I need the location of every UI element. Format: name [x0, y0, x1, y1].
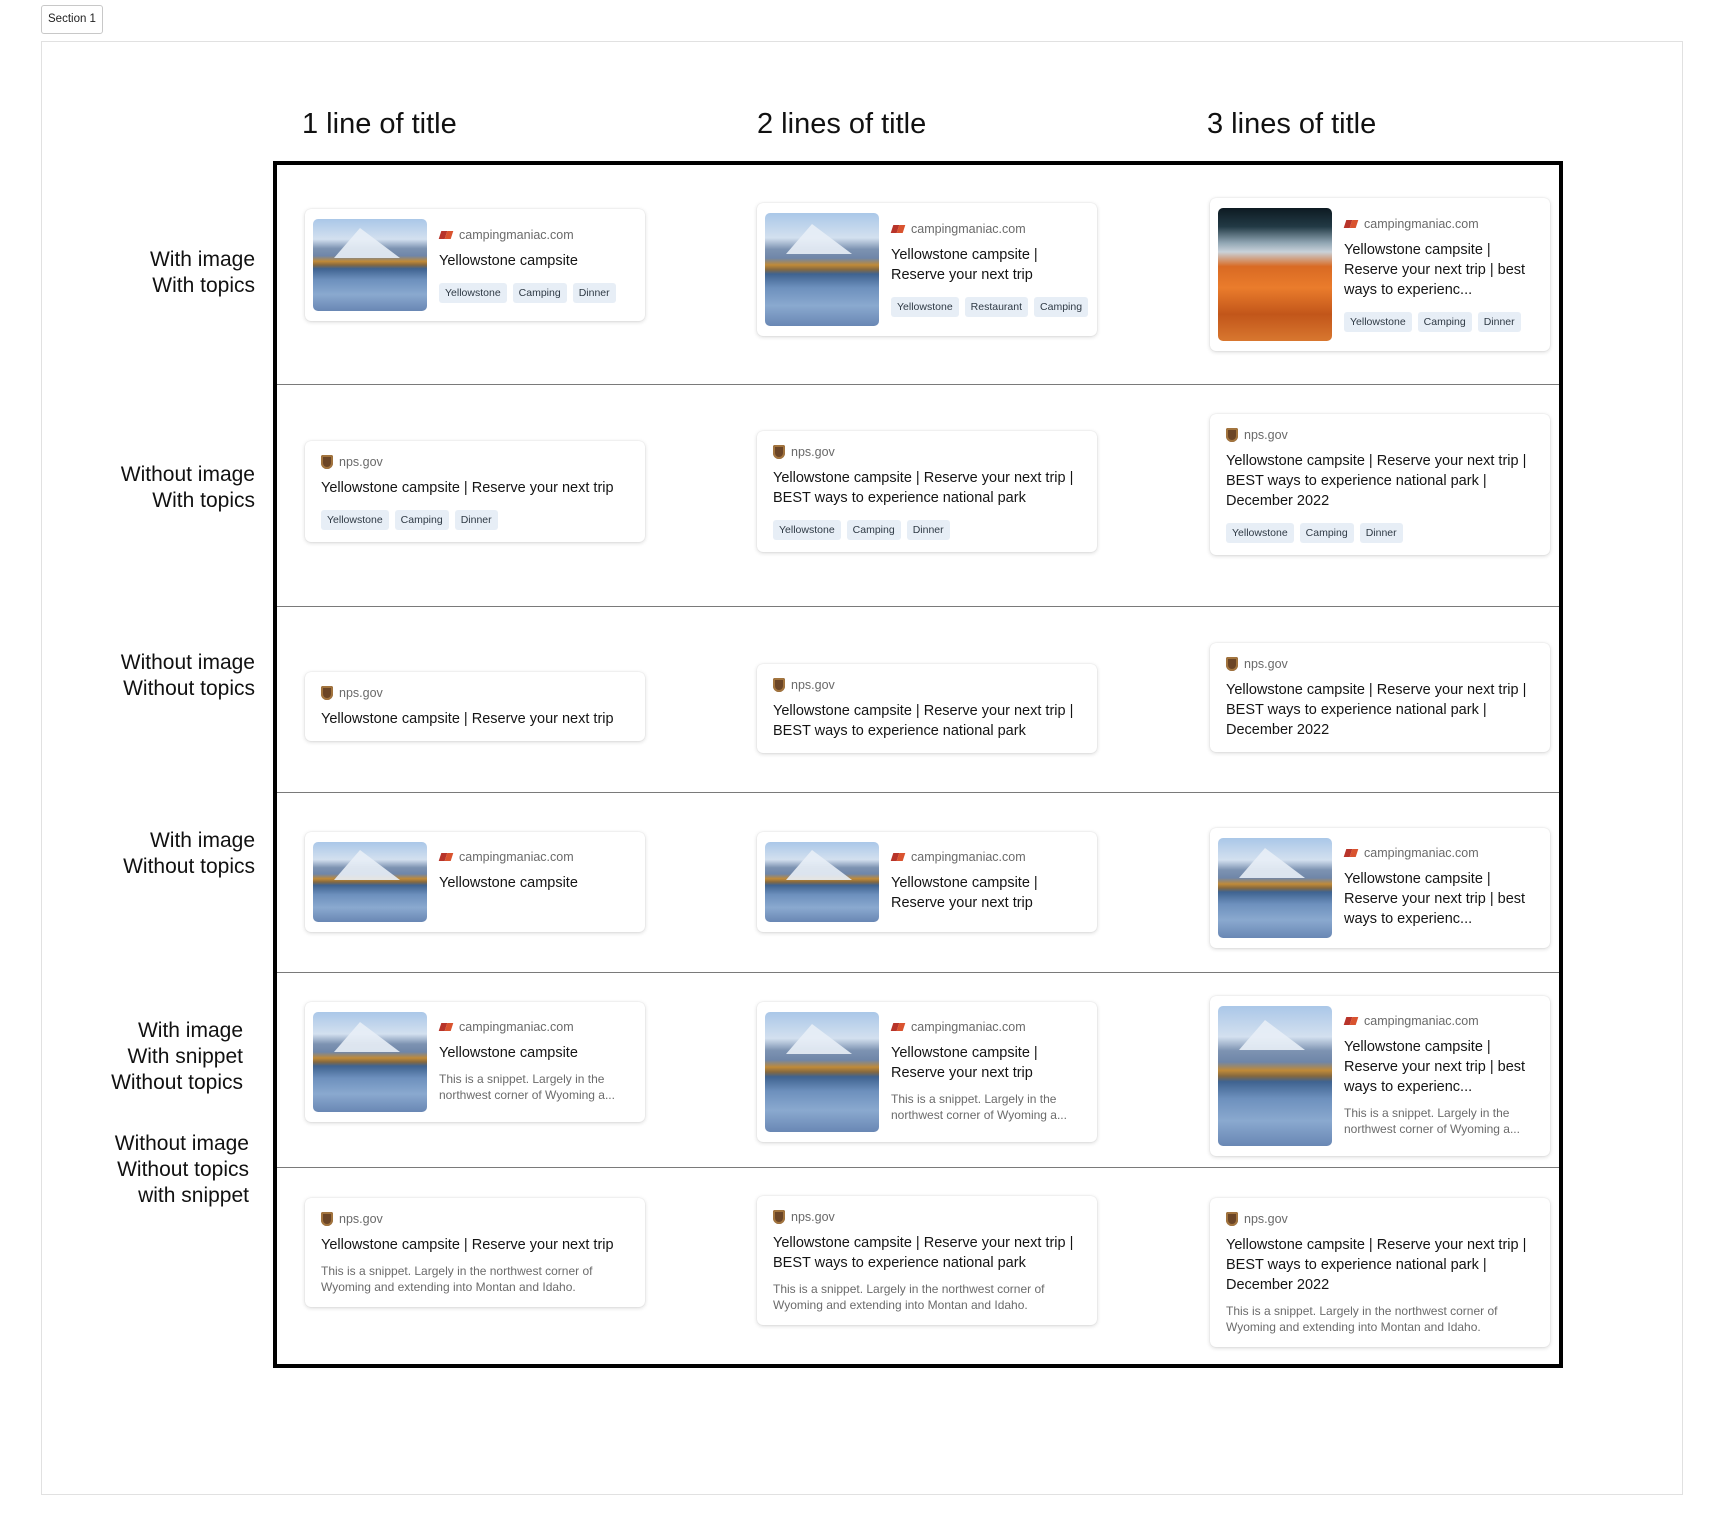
campingmaniac-favicon-icon — [439, 1020, 453, 1034]
thumbnail-image — [313, 842, 427, 922]
row-label-line: Without image — [120, 463, 255, 486]
result-card[interactable] — [1210, 996, 1550, 1156]
thumbnail-image — [1218, 208, 1332, 341]
campingmaniac-favicon-icon — [439, 228, 453, 242]
campingmaniac-favicon-icon — [1344, 1014, 1358, 1028]
source-domain: campingmaniac.com — [911, 850, 1026, 864]
topic-list — [891, 297, 1089, 317]
topic-list — [321, 510, 629, 530]
topic-chip[interactable]: Yellowstone — [773, 520, 841, 540]
row-label-line: Without topics — [123, 677, 255, 700]
source-domain: campingmaniac.com — [1364, 1014, 1479, 1028]
nps-favicon-icon — [773, 1210, 785, 1224]
result-snippet — [1226, 1303, 1534, 1335]
source-domain: campingmaniac.com — [1364, 217, 1479, 231]
result-snippet — [891, 1091, 1089, 1123]
nps-favicon-icon — [1226, 428, 1238, 442]
snippet-line: This is a snippet. Largely in the northwest corner of — [321, 1264, 593, 1278]
result-title-line[interactable]: ways to experienc... — [1344, 911, 1473, 927]
thumbnail-image — [313, 219, 427, 311]
result-title-line[interactable]: BEST ways to experience national park — [773, 1255, 1026, 1271]
campingmaniac-favicon-icon — [891, 850, 905, 864]
result-card[interactable] — [1210, 828, 1550, 948]
snippet-line: Wyoming and extending into Montan and Idaho. — [773, 1298, 1028, 1312]
snippet-line: This is a snippet. Largely in the northwest corner of — [773, 1282, 1045, 1296]
result-title-line[interactable]: Reserve your next trip | best — [1344, 262, 1526, 278]
row-label-line: Without image — [114, 1132, 249, 1155]
snippet-line: This is a snippet. Largely in the — [1344, 1106, 1510, 1120]
row-label-line: With image — [149, 248, 255, 271]
result-title-line[interactable]: BEST ways to experience national park — [773, 490, 1026, 506]
campingmaniac-favicon-icon — [439, 850, 453, 864]
topic-list — [439, 283, 637, 303]
campingmaniac-favicon-icon — [891, 1020, 905, 1034]
result-title-line[interactable]: BEST ways to experience national park | — [1226, 702, 1487, 718]
thumbnail-image — [765, 1012, 879, 1132]
source-domain: campingmaniac.com — [459, 227, 574, 242]
snippet-line: northwest corner of Wyoming a... — [891, 1108, 1067, 1122]
thumbnail-image — [1218, 1006, 1332, 1146]
topic-chip[interactable]: Restaurant — [965, 297, 1028, 317]
topic-chip[interactable]: Yellowstone — [891, 297, 959, 317]
snippet-line: Wyoming and extending into Montan and Idaho. — [1226, 1320, 1481, 1334]
topic-chip[interactable]: Yellowstone — [1226, 523, 1294, 543]
topic-chip[interactable]: Camping — [1034, 297, 1088, 317]
campingmaniac-favicon-icon — [1344, 217, 1358, 231]
result-card[interactable] — [1210, 198, 1550, 351]
result-title-line[interactable]: December 2022 — [1226, 493, 1330, 509]
result-card[interactable] — [757, 832, 1097, 932]
nps-favicon-icon — [1226, 1212, 1238, 1226]
topic-list — [773, 520, 1081, 540]
result-title-line[interactable]: Reserve your next trip | best — [1344, 1059, 1526, 1075]
row-label-with-image-without-topics — [123, 828, 255, 880]
result-title-line[interactable]: Yellowstone campsite | — [1344, 242, 1491, 258]
result-title-line[interactable]: Yellowstone campsite | Reserve your next trip | — [773, 703, 1074, 719]
section-label[interactable]: Section 1 — [41, 5, 103, 34]
result-card[interactable] — [1210, 643, 1550, 752]
row-divider — [277, 972, 1559, 973]
nps-favicon-icon — [1226, 657, 1238, 671]
result-title-line[interactable]: Yellowstone campsite | Reserve your next trip | — [773, 1235, 1074, 1251]
result-title[interactable]: Yellowstone campsite | Reserve your next trip — [321, 480, 614, 496]
thumbnail-image — [313, 1012, 427, 1112]
source-domain: nps.gov — [339, 1212, 383, 1226]
row-label-without-image-with-topics — [121, 462, 255, 514]
snippet-line: This is a snippet. Largely in the — [439, 1072, 605, 1086]
result-snippet — [1344, 1105, 1542, 1137]
result-title-line[interactable]: Reserve your next trip — [891, 895, 1033, 911]
topic-chip[interactable]: Dinner — [907, 520, 950, 540]
nps-favicon-icon — [773, 445, 785, 459]
row-label-without-image-without-topics — [121, 650, 255, 702]
thumbnail-image — [1218, 838, 1332, 938]
topic-chip[interactable]: Dinner — [1478, 312, 1521, 332]
result-card[interactable] — [305, 441, 645, 542]
source-domain: campingmaniac.com — [459, 850, 574, 864]
row-divider — [277, 606, 1559, 607]
row-label-line: Without topics — [117, 1158, 249, 1181]
source-domain: campingmaniac.com — [911, 1020, 1026, 1034]
result-card[interactable] — [305, 832, 645, 932]
source-domain: campingmaniac.com — [1364, 846, 1479, 860]
nps-favicon-icon — [773, 678, 785, 692]
source-domain: campingmaniac.com — [459, 1020, 574, 1034]
result-title-line[interactable]: Yellowstone campsite | — [891, 875, 1038, 891]
result-title[interactable]: Yellowstone campsite — [439, 1045, 578, 1061]
row-label-line: Without image — [120, 651, 255, 674]
topic-chip[interactable]: Camping — [513, 283, 567, 303]
result-title-line[interactable]: Yellowstone campsite | Reserve your next trip | — [773, 470, 1074, 486]
row-label-with-image-with-topics — [150, 247, 255, 299]
result-title-line[interactable]: Yellowstone campsite | — [1344, 871, 1491, 887]
topic-chip[interactable]: Dinner — [455, 510, 498, 530]
result-card[interactable] — [305, 1198, 645, 1307]
topic-list — [1344, 312, 1542, 332]
nps-favicon-icon — [321, 686, 333, 700]
result-card[interactable] — [757, 664, 1097, 753]
result-title-line[interactable]: Reserve your next trip — [891, 1065, 1033, 1081]
row-label-line: With image — [137, 1019, 243, 1042]
row-label-without-image-with-snippet — [115, 1131, 249, 1209]
result-card[interactable] — [1210, 414, 1550, 555]
topic-chip[interactable]: Camping — [1300, 523, 1354, 543]
source-domain: nps.gov — [339, 455, 383, 469]
result-snippet — [773, 1281, 1081, 1313]
topic-chip[interactable]: Camping — [1418, 312, 1472, 332]
row-divider — [277, 792, 1559, 793]
row-label-line: With snippet — [127, 1045, 243, 1068]
source-domain: nps.gov — [1244, 1212, 1288, 1226]
source-domain: nps.gov — [791, 445, 835, 459]
source-domain: nps.gov — [339, 686, 383, 700]
result-snippet — [439, 1071, 637, 1103]
topic-chip[interactable]: Camping — [395, 510, 449, 530]
result-title[interactable]: Yellowstone campsite | Reserve your next trip — [321, 711, 614, 727]
row-label-with-image-with-snippet — [111, 1018, 243, 1096]
row-divider — [277, 1167, 1559, 1168]
row-label-line: With topics — [152, 274, 255, 297]
result-title-line[interactable]: BEST ways to experience national park | — [1226, 473, 1487, 489]
topic-chip[interactable]: Camping — [847, 520, 901, 540]
snippet-line: This is a snippet. Largely in the — [891, 1092, 1057, 1106]
topic-list — [1226, 523, 1534, 543]
source-domain: nps.gov — [791, 678, 835, 692]
result-title-line[interactable]: Yellowstone campsite | Reserve your next trip | — [1226, 1237, 1527, 1253]
result-card[interactable] — [305, 209, 645, 321]
result-title-line[interactable]: December 2022 — [1226, 1277, 1330, 1293]
result-title-line[interactable]: Yellowstone campsite | Reserve your next trip | — [1226, 682, 1527, 698]
snippet-line: northwest corner of Wyoming a... — [439, 1088, 615, 1102]
result-title-line[interactable]: December 2022 — [1226, 722, 1330, 738]
row-label-line: With topics — [152, 489, 255, 512]
result-card[interactable] — [305, 672, 645, 741]
result-title-line[interactable]: BEST ways to experience national park — [773, 723, 1026, 739]
snippet-line: This is a snippet. Largely in the northwest corner of — [1226, 1304, 1498, 1318]
result-title-line[interactable]: ways to experienc... — [1344, 1079, 1473, 1095]
topic-chip[interactable]: Yellowstone — [321, 510, 389, 530]
topic-chip[interactable]: Yellowstone — [439, 283, 507, 303]
result-title-line[interactable]: Yellowstone campsite | — [891, 1045, 1038, 1061]
topic-chip[interactable]: Yellowstone — [1344, 312, 1412, 332]
nps-favicon-icon — [321, 1212, 333, 1226]
result-title-line[interactable]: ways to experienc... — [1344, 282, 1473, 298]
row-label-line: with snippet — [138, 1184, 249, 1207]
result-card[interactable] — [757, 1196, 1097, 1325]
campingmaniac-favicon-icon — [891, 222, 905, 236]
snippet-line: Wyoming and extending into Montan and Idaho. — [321, 1280, 576, 1294]
column-header-1-line: 1 line of title — [302, 108, 457, 140]
source-domain: nps.gov — [1244, 657, 1288, 671]
snippet-line: northwest corner of Wyoming a... — [1344, 1122, 1520, 1136]
result-title-line[interactable]: Yellowstone campsite | Reserve your next trip | — [1226, 453, 1527, 469]
row-label-line: With image — [149, 829, 255, 852]
column-header-2-lines: 2 lines of title — [757, 108, 927, 140]
result-card[interactable] — [305, 1002, 645, 1122]
topic-chip[interactable]: Dinner — [1360, 523, 1403, 543]
thumbnail-image — [765, 842, 879, 922]
result-title-line[interactable]: BEST ways to experience national park | — [1226, 1257, 1487, 1273]
campingmaniac-favicon-icon — [1344, 846, 1358, 860]
result-card[interactable] — [757, 1002, 1097, 1142]
result-title-line[interactable]: Yellowstone campsite | — [1344, 1039, 1491, 1055]
result-card[interactable] — [757, 431, 1097, 552]
thumbnail-image — [765, 213, 879, 326]
result-title-line[interactable]: Yellowstone campsite | — [891, 247, 1038, 263]
result-card[interactable] — [1210, 1198, 1550, 1347]
nps-favicon-icon — [321, 455, 333, 469]
result-title[interactable]: Yellowstone campsite — [439, 875, 578, 891]
result-title-line[interactable]: Reserve your next trip | best — [1344, 891, 1526, 907]
row-divider — [277, 384, 1559, 385]
result-title-line[interactable]: Reserve your next trip — [891, 267, 1033, 283]
row-label-line: Without topics — [123, 855, 255, 878]
result-title[interactable]: Yellowstone campsite | Reserve your next trip — [321, 1237, 614, 1253]
result-card[interactable] — [757, 203, 1097, 336]
source-domain: campingmaniac.com — [911, 222, 1026, 236]
result-snippet — [321, 1263, 629, 1295]
result-title[interactable]: Yellowstone campsite — [439, 252, 578, 269]
column-header-3-lines: 3 lines of title — [1207, 108, 1377, 140]
source-domain: nps.gov — [791, 1210, 835, 1224]
topic-chip[interactable]: Dinner — [573, 283, 616, 303]
source-domain: nps.gov — [1244, 428, 1288, 442]
row-label-line: Without topics — [111, 1071, 243, 1094]
